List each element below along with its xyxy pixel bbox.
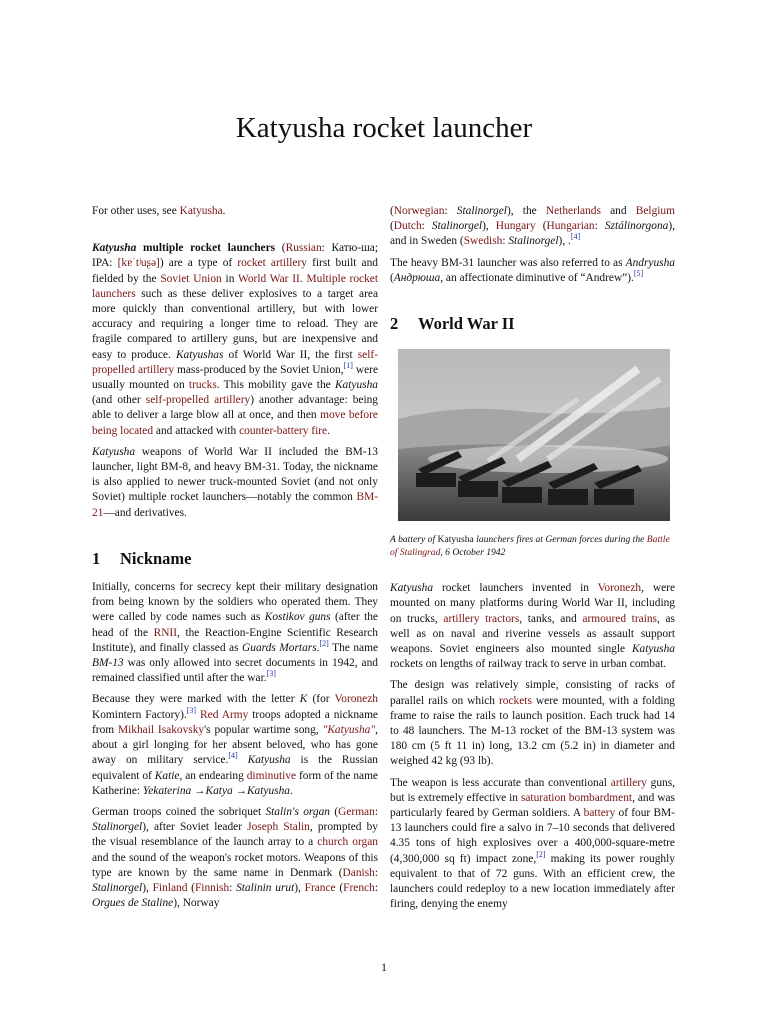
link-finnish[interactable]: Finnish: [194, 881, 230, 894]
link-katyusha-disambiguation[interactable]: Katyusha: [179, 205, 223, 217]
right-column: [390, 204, 675, 918]
link-katyusha-song[interactable]: "Katyusha": [322, 723, 376, 736]
link-norwegian[interactable]: Norwegian: [393, 205, 445, 217]
link-hungary[interactable]: Hungary: [495, 220, 536, 233]
link-trucks[interactable]: trucks: [188, 379, 217, 392]
link-self-propelled-artillery[interactable]: self-propelled artillery: [92, 348, 378, 376]
ref-2b[interactable]: [2]: [536, 849, 546, 859]
link-joseph-stalin[interactable]: Joseph Stalin: [247, 821, 310, 834]
link-self-propelled-artillery-2[interactable]: self-propelled artillery: [145, 394, 251, 407]
link-artillery-tractors[interactable]: artillery tractors: [443, 612, 520, 625]
link-rnii[interactable]: RNII: [153, 626, 178, 639]
link-armoured-trains[interactable]: armoured trains: [582, 612, 657, 625]
link-russian[interactable]: Russian: [285, 242, 322, 255]
intro-paragraph-1: Katyusha multiple rocket launchers (Russian: Катю-ша; IPA: [kɐˈtʲuʂə]) are a type of rocket artillery first built and fielded by the Soviet Union in World War II. Multiple rocket launchers such as these deliver explosives to a target area more quickly than conventional artillery, but with lower accuracy and requiring a longer time to reload. They are fragile compared to artillery guns, but are inexpensive and easy to produce. Katyushas of World War II, the first self-propelled artillery mass-produced by the Soviet Union,[1] were usually mounted on trucks. This mobility gave the Katyusha (and other self-propelled artillery) another advantage: being able to deliver a large blow all at once, and then move before being located and attacked with counter-battery fire.: [92, 242, 379, 437]
nickname-paragraph-3: German troops coined the sobriquet Stalin's organ (German: Stalinorgel), after Soviet leader Joseph Stalin, prompted by the visual resemblance of the launch array to a church organ and the sound of the weapon's rocket motors. Weapons of this type are known by the same name in Denmark (Danish: Stalinorgel), Finland (Finnish: Stalinin urut), France (French: Orgues de Staline), Norway: [92, 805, 379, 910]
link-voronezh-2[interactable]: Voronezh: [597, 582, 642, 595]
hatnote: For other uses, see Katyusha.: [92, 205, 226, 217]
link-rockets[interactable]: rockets: [499, 694, 532, 707]
link-mikhail-isakovsky[interactable]: Mikhail Isakovsky: [118, 723, 205, 736]
link-artillery[interactable]: artillery: [610, 776, 647, 789]
link-battery[interactable]: battery: [583, 807, 616, 820]
link-voronezh[interactable]: Voronezh: [334, 693, 378, 706]
link-belgium[interactable]: Belgium: [635, 205, 675, 217]
nickname-continuation: (Norwegian: Stalinorgel), the Netherlands and Belgium (Dutch: Stalinorgel), Hungary (Hungarian: Sztálinorgona), and in Sweden (Swedish: Stalinorgel), .[4]: [390, 205, 675, 248]
nickname-paragraph-2: Because they were marked with the letter K (for Voronezh Komintern Factory).[3] Red Army troops adopted a nickname from Mikhail Isakovsky's popular wartime song, "Katyusha", about a girl longing for her absent beloved, who has gone away on military service.[4] Katyusha is the Russian equivalent of Katie, an endearing diminutive form of the name Katherine: Yekaterina →Katya →Katyusha.: [92, 693, 378, 797]
page-number: 1: [381, 960, 387, 974]
link-saturation-bombardment[interactable]: saturation bombardment: [520, 791, 633, 804]
bm31-paragraph: The heavy BM-31 launcher was also referred to as Andryusha (Андрюша, an affectionate diminutive of “Andrew”).[5]: [390, 256, 675, 284]
intro-paragraph-2: Katyusha weapons of World War II included the BM-13 launcher, light BM-8, and heavy BM-31. Today, the nickname is also applied to newer truck-mounted Soviet (and not only Soviet) multiple rocket launchers—notably the common BM-21—and derivatives.: [92, 445, 378, 519]
ref-2[interactable]: [2]: [319, 639, 329, 649]
link-danish[interactable]: Danish: [342, 866, 375, 879]
link-battle-of-stalingrad[interactable]: Battle of Stalingrad: [390, 534, 670, 559]
link-move-before-being-located[interactable]: move before being located: [92, 409, 378, 437]
link-dutch[interactable]: Dutch: [393, 220, 422, 233]
link-ipa[interactable]: [kɐˈtʲuʂə]: [117, 257, 160, 270]
link-multiple-rocket-launchers[interactable]: Multiple rocket launchers: [92, 272, 379, 300]
link-hungarian[interactable]: Hungarian: [546, 220, 595, 233]
ww2-paragraph-3: The weapon is less accurate than conventional artillery guns, but is extremely effective in saturation bombardment, and was particularly feared by German soldiers. A battery of four BM-13 launchers could fire a salvo in 7–10 seconds that delivered 4.35 tons of high explosives over a 400,000-square-metre (4,300,000 sq ft) impact zone,[2] making its power roughly equivalent to that of 72 guns. With an efficient crew, the launchers could redeploy to a new location immediately after firing, denying the enemy: [390, 776, 675, 911]
section-heading-world-war-ii: 2 World War II: [390, 314, 515, 334]
section-heading-nickname: 1 Nickname: [92, 548, 192, 568]
link-counter-battery-fire[interactable]: counter-battery fire: [239, 424, 328, 437]
link-france[interactable]: France: [304, 881, 336, 894]
link-red-army[interactable]: Red Army: [200, 708, 249, 721]
ref-4b[interactable]: [4]: [570, 232, 581, 242]
link-finland[interactable]: Finland: [152, 881, 188, 894]
link-rocket-artillery[interactable]: rocket artillery: [237, 257, 307, 270]
link-church-organ[interactable]: church organ: [317, 836, 378, 849]
ref-3[interactable]: [3]: [266, 669, 276, 679]
ref-1[interactable]: [1]: [343, 361, 353, 371]
link-soviet-union[interactable]: Soviet Union: [160, 272, 222, 285]
left-column: [92, 204, 378, 917]
link-bm-21[interactable]: BM-21: [92, 491, 378, 519]
link-world-war-ii[interactable]: World War II: [238, 272, 300, 285]
page-title: Katyusha rocket launcher: [235, 112, 533, 144]
link-diminutive[interactable]: diminutive: [246, 769, 297, 782]
link-swedish[interactable]: Swedish: [463, 235, 503, 248]
ww2-paragraph-2: The design was relatively simple, consisting of racks of parallel rails on which rockets were mounted, with a folding frame to raise the rails to launch position. Each truck had 14 to 48 launchers. The M-13 rocket of the BM-13 system was 180 cm (5 ft 11 in) long, 13.2 cm (5.2 in) in diameter and weighed 42 kg (93 lb).: [390, 679, 675, 768]
ref-5[interactable]: [5]: [633, 269, 644, 279]
ref-3b[interactable]: [3]: [186, 705, 197, 715]
link-french[interactable]: French: [343, 881, 375, 894]
nickname-paragraph-1: Initially, concerns for secrecy kept their military designation from being known by the soldiers who operated them. They were called by code names such as Kostikov guns (after the head of the RNII, the Reaction-Engine Scientific Research Institute), and finally classed as Guards Mortars.[2] The name BM-13 was only allowed into secret documents in 1942, and remained classified until after the war.[3]: [92, 581, 378, 685]
link-netherlands[interactable]: Netherlands: [545, 205, 601, 217]
ref-4[interactable]: [4]: [228, 751, 238, 761]
photo-illustration: [398, 349, 670, 521]
katyusha-battery-photo: [398, 349, 670, 521]
link-german[interactable]: German: [338, 805, 375, 818]
figure-caption: A battery of Katyusha launchers fires at German forces during the Battle of Stalingrad, 6 October 1942: [390, 534, 670, 559]
ww2-paragraph-1: Katyusha rocket launchers invented in Voronezh, were mounted on many platforms during World War II, including on trucks, artillery tractors, tanks, and armoured trains, as well as on naval and riverine vessels as assault support weapons. Soviet engineers also mounted single Katyusha rockets on lengths of railway track to serve in urban combat.: [390, 582, 676, 671]
